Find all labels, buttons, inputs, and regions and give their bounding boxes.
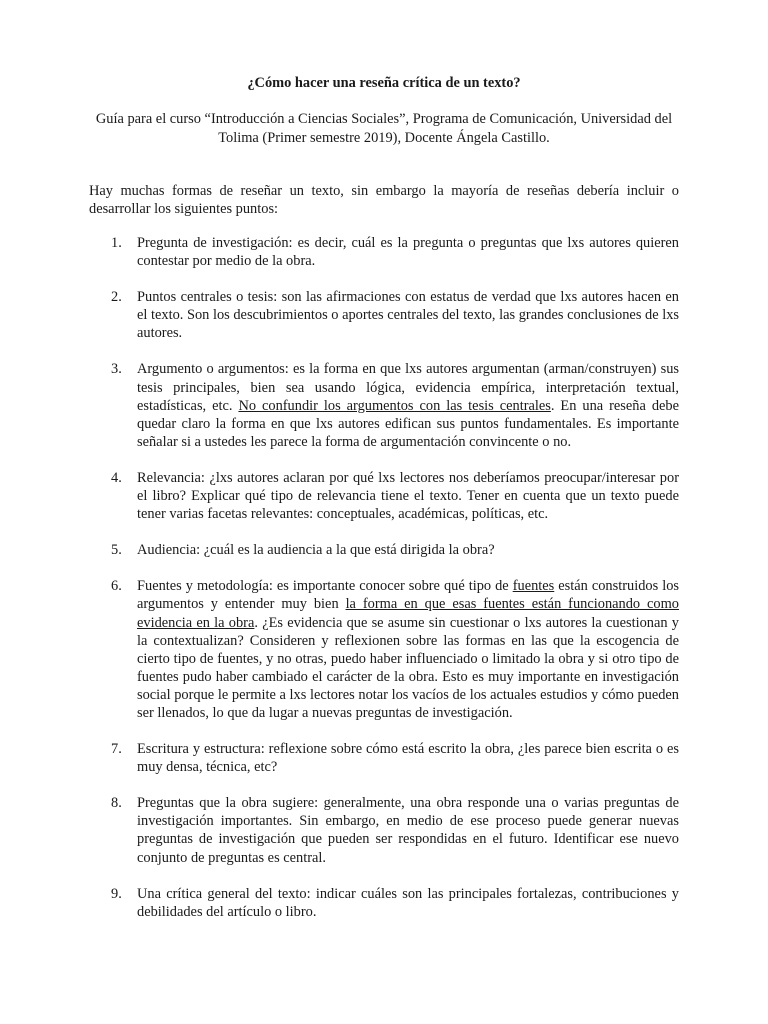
list-item (89, 541, 679, 559)
item-text: Relevancia: ¿lxs autores aclaran por qué lxs lectores nos deberíamos preocupar/interesar por el libro? Explicar qué tipo de relevancia tiene el texto. Tener en cuenta que un texto puede tener varias facetas relevantes: conceptuales, académicas, políticas, etc. (137, 469, 679, 523)
list-item (89, 469, 679, 523)
item-text: Una crítica general del texto: indicar cuáles son las principales fortalezas, contribuciones y debilidades del artículo o libro. (137, 885, 679, 920)
item-text: Fuentes y metodología: es importante conocer sobre qué tipo de (137, 578, 513, 595)
item-text: Puntos centrales o tesis: son las afirmaciones con estatus de verdad que lxs autores hacen en el texto. Son los descubrimientos o aportes centrales del texto, las grandes conclusiones de lxs autores. (137, 289, 679, 342)
list-item (89, 360, 679, 450)
item-text: Audiencia: ¿cuál es la audiencia a la que está dirigida la obra? (137, 542, 495, 559)
item-number: 5. (111, 542, 122, 559)
list-item (89, 794, 679, 866)
item-number: 2. (111, 289, 122, 306)
intro-paragraph: Hay muchas formas de reseñar un texto, sin embargo la mayoría de reseñas debería incluir o desarrollar los siguientes puntos: (89, 183, 679, 218)
item-number: 6. (111, 578, 122, 595)
item-text: Argumento o argumentos: es la forma en que lxs autores argumentan (arman/construyen) sus tesis principales, bien sea usando lógica, evidencia empírica, interpretación textual, estadísticas, etc. (137, 361, 679, 414)
item-number: 7. (111, 741, 122, 758)
list-item (89, 740, 679, 776)
list-item (89, 885, 679, 921)
item-text: Preguntas que la obra sugiere: generalmente, una obra responde una o varias preguntas de investigación importantes. Sin embargo, en medio de ese proceso puede generar nuevas preguntas de investigación que pueden ser respondidas en el futuro. Identificar ese nuevo conjunto de preguntas es central. (137, 795, 679, 866)
item-number: 8. (111, 795, 122, 812)
item-number: 4. (111, 469, 122, 486)
list-item (89, 234, 679, 270)
item-text: Escritura y estructura: reflexione sobre cómo está escrito la obra, ¿les parece bien escrita o es muy densa, técnica, etc? (137, 741, 679, 776)
item-text: Pregunta de investigación: es decir, cuál es la pregunta o preguntas que lxs autores quieren contestar por medio de la obra. (137, 235, 679, 270)
underlined-text: No confundir los argumentos con las tesis centrales (238, 397, 551, 414)
item-text: . ¿Es evidencia que se asume sin cuestionar o lxs autores la cuestionan y la contextualizan? Consideren y reflexionen sobre las formas en las que la escogencia de cierto tipo de fuentes, y no otras, puedo haber influenciado o limitado la obra y si otro tipo de fuentes pudo haber cambiado el carácter de la obra. Esto es muy importante en investigación social porque le permite a lxs lectores notar los vacíos de los actuales estudios y cómo pueden ser llenados, lo que da lugar a nuevas preguntas de investigación. (137, 614, 680, 721)
list-item (89, 577, 679, 722)
review-points-list (89, 234, 679, 939)
document-title: ¿Cómo hacer una reseña crítica de un texto? (247, 75, 521, 91)
document-subtitle: Guía para el curso “Introducción a Ciencias Sociales”, Programa de Comunicación, Universidad del Tolima (Primer semestre 2019), Docente Ángela Castillo. (95, 111, 673, 146)
list-item (89, 288, 679, 342)
underlined-text: fuentes (512, 578, 555, 595)
item-number: 1. (111, 235, 122, 251)
item-text: . En una reseña debe quedar claro la forma en que lxs autores edifican sus puntos fundamentales. Es importante señalar si a ustedes les parece la forma de argumentación convincente o no. (137, 397, 680, 450)
item-text: están construidos los argumentos y entender muy bien (137, 578, 679, 613)
item-number: 3. (111, 361, 122, 378)
underlined-text: la forma en que esas fuentes están funcionando como evidencia en la obra (137, 596, 680, 631)
item-number: 9. (111, 885, 122, 902)
